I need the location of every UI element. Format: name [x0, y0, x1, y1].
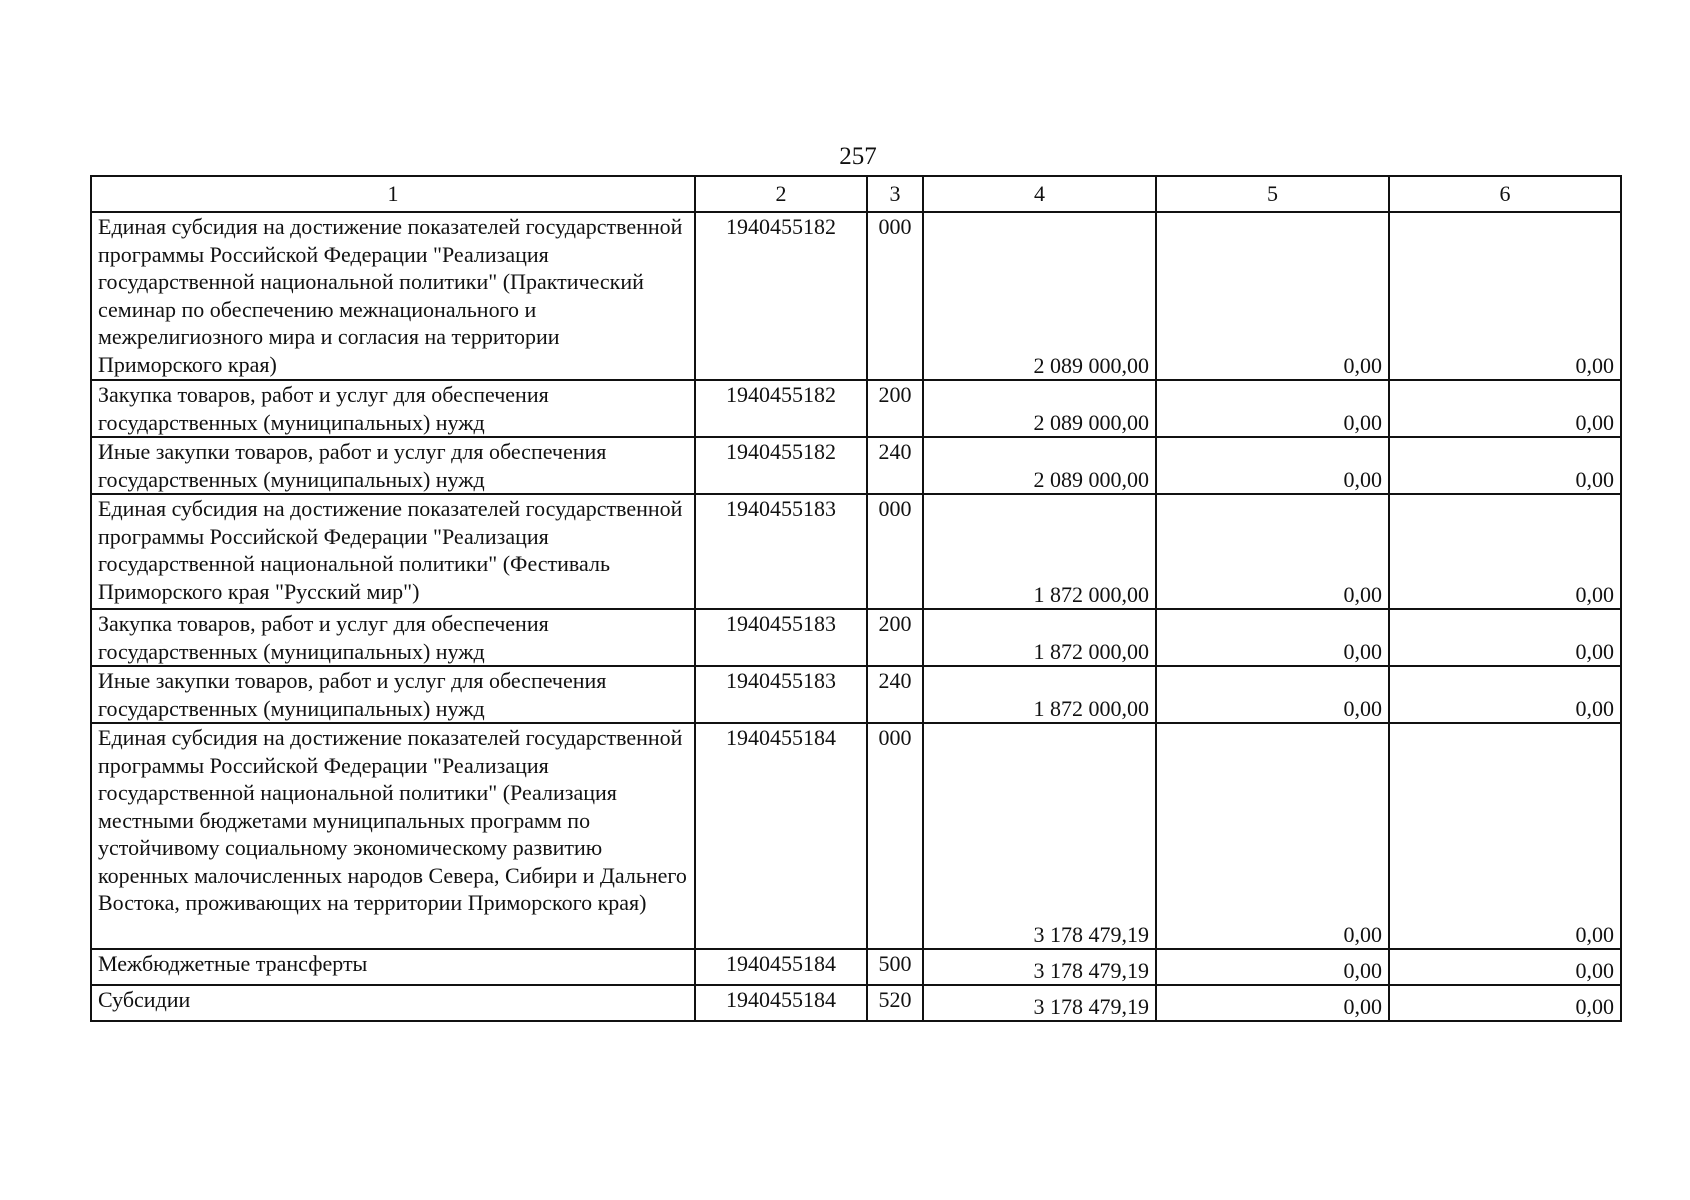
- table-row: [91, 723, 1621, 949]
- row-amount-col6: 0,00: [1389, 609, 1621, 666]
- row-amount-col4: 1 872 000,00: [923, 494, 1156, 609]
- row-amount-col4: 2 089 000,00: [923, 437, 1156, 494]
- row-amount-col4: 2 089 000,00: [923, 212, 1156, 380]
- row-amount-col6: 0,00: [1389, 949, 1621, 985]
- budget-table: [90, 175, 1622, 1022]
- row-target-code: 1940455182: [695, 212, 867, 380]
- column-header: 5: [1156, 176, 1389, 212]
- row-amount-col4: 1 872 000,00: [923, 609, 1156, 666]
- row-target-code: 1940455182: [695, 380, 867, 437]
- row-target-code: 1940455184: [695, 949, 867, 985]
- row-amount-col4: 3 178 479,19: [923, 985, 1156, 1021]
- row-description: Иные закупки товаров, работ и услуг для обеспечения государственных (муниципальных) нужд: [91, 666, 695, 723]
- row-target-code: 1940455184: [695, 723, 867, 949]
- row-target-code: 1940455184: [695, 985, 867, 1021]
- row-target-code: 1940455183: [695, 494, 867, 609]
- row-amount-col5: 0,00: [1156, 949, 1389, 985]
- row-amount-col6: 0,00: [1389, 212, 1621, 380]
- row-amount-col4: 1 872 000,00: [923, 666, 1156, 723]
- row-amount-col5: 0,00: [1156, 985, 1389, 1021]
- row-amount-col6: 0,00: [1389, 666, 1621, 723]
- table-row: [91, 666, 1621, 723]
- column-header: 6: [1389, 176, 1621, 212]
- row-amount-col5: 0,00: [1156, 212, 1389, 380]
- row-amount-col5: 0,00: [1156, 723, 1389, 949]
- row-amount-col6: 0,00: [1389, 494, 1621, 609]
- row-amount-col6: 0,00: [1389, 380, 1621, 437]
- row-amount-col4: 2 089 000,00: [923, 380, 1156, 437]
- table-row: [91, 985, 1621, 1021]
- row-expense-type: 200: [867, 380, 923, 437]
- table-row: [91, 380, 1621, 437]
- row-expense-type: 240: [867, 666, 923, 723]
- table-row: [91, 437, 1621, 494]
- row-amount-col5: 0,00: [1156, 380, 1389, 437]
- row-expense-type: 000: [867, 212, 923, 380]
- row-description: Единая субсидия на достижение показателей государственной программы Российской Федерации "Реализация государственной национальной политики" (Фестиваль Приморского края "Русский мир"): [91, 494, 695, 609]
- page-number: 257: [839, 143, 877, 170]
- row-amount-col6: 0,00: [1389, 985, 1621, 1021]
- row-description: Закупка товаров, работ и услуг для обеспечения государственных (муниципальных) нужд: [91, 609, 695, 666]
- row-target-code: 1940455183: [695, 666, 867, 723]
- row-amount-col6: 0,00: [1389, 437, 1621, 494]
- row-amount-col5: 0,00: [1156, 437, 1389, 494]
- row-expense-type: 200: [867, 609, 923, 666]
- row-description: Иные закупки товаров, работ и услуг для обеспечения государственных (муниципальных) нужд: [91, 437, 695, 494]
- row-target-code: 1940455182: [695, 437, 867, 494]
- row-target-code: 1940455183: [695, 609, 867, 666]
- column-header: 2: [695, 176, 867, 212]
- row-amount-col5: 0,00: [1156, 609, 1389, 666]
- table-row: [91, 949, 1621, 985]
- row-description: Субсидии: [91, 985, 695, 1021]
- table-row: [91, 609, 1621, 666]
- row-expense-type: 000: [867, 494, 923, 609]
- table-header-row: [91, 176, 1621, 212]
- row-amount-col5: 0,00: [1156, 666, 1389, 723]
- row-description: Единая субсидия на достижение показателей государственной программы Российской Федерации "Реализация государственной национальной политики" (Практический семинар по обеспечению межнационального и межрелигиозного мира и согласия на территории Приморского края): [91, 212, 695, 380]
- row-expense-type: 000: [867, 723, 923, 949]
- table-row: [91, 494, 1621, 609]
- row-expense-type: 520: [867, 985, 923, 1021]
- row-amount-col5: 0,00: [1156, 494, 1389, 609]
- table-row: [91, 212, 1621, 380]
- row-description: Единая субсидия на достижение показателей государственной программы Российской Федерации "Реализация государственной национальной политики" (Реализация местными бюджетами муниципальных программ по устойчивому социальному экономическому развитию коренных малочисленных народов Севера, Сибири и Дальнего Востока, проживающих на территории Приморского края): [91, 723, 695, 949]
- column-header: 4: [923, 176, 1156, 212]
- column-header: 3: [867, 176, 923, 212]
- row-expense-type: 240: [867, 437, 923, 494]
- row-amount-col6: 0,00: [1389, 723, 1621, 949]
- row-description: Межбюджетные трансферты: [91, 949, 695, 985]
- row-expense-type: 500: [867, 949, 923, 985]
- column-header: 1: [91, 176, 695, 212]
- row-amount-col4: 3 178 479,19: [923, 949, 1156, 985]
- row-amount-col4: 3 178 479,19: [923, 723, 1156, 949]
- row-description: Закупка товаров, работ и услуг для обеспечения государственных (муниципальных) нужд: [91, 380, 695, 437]
